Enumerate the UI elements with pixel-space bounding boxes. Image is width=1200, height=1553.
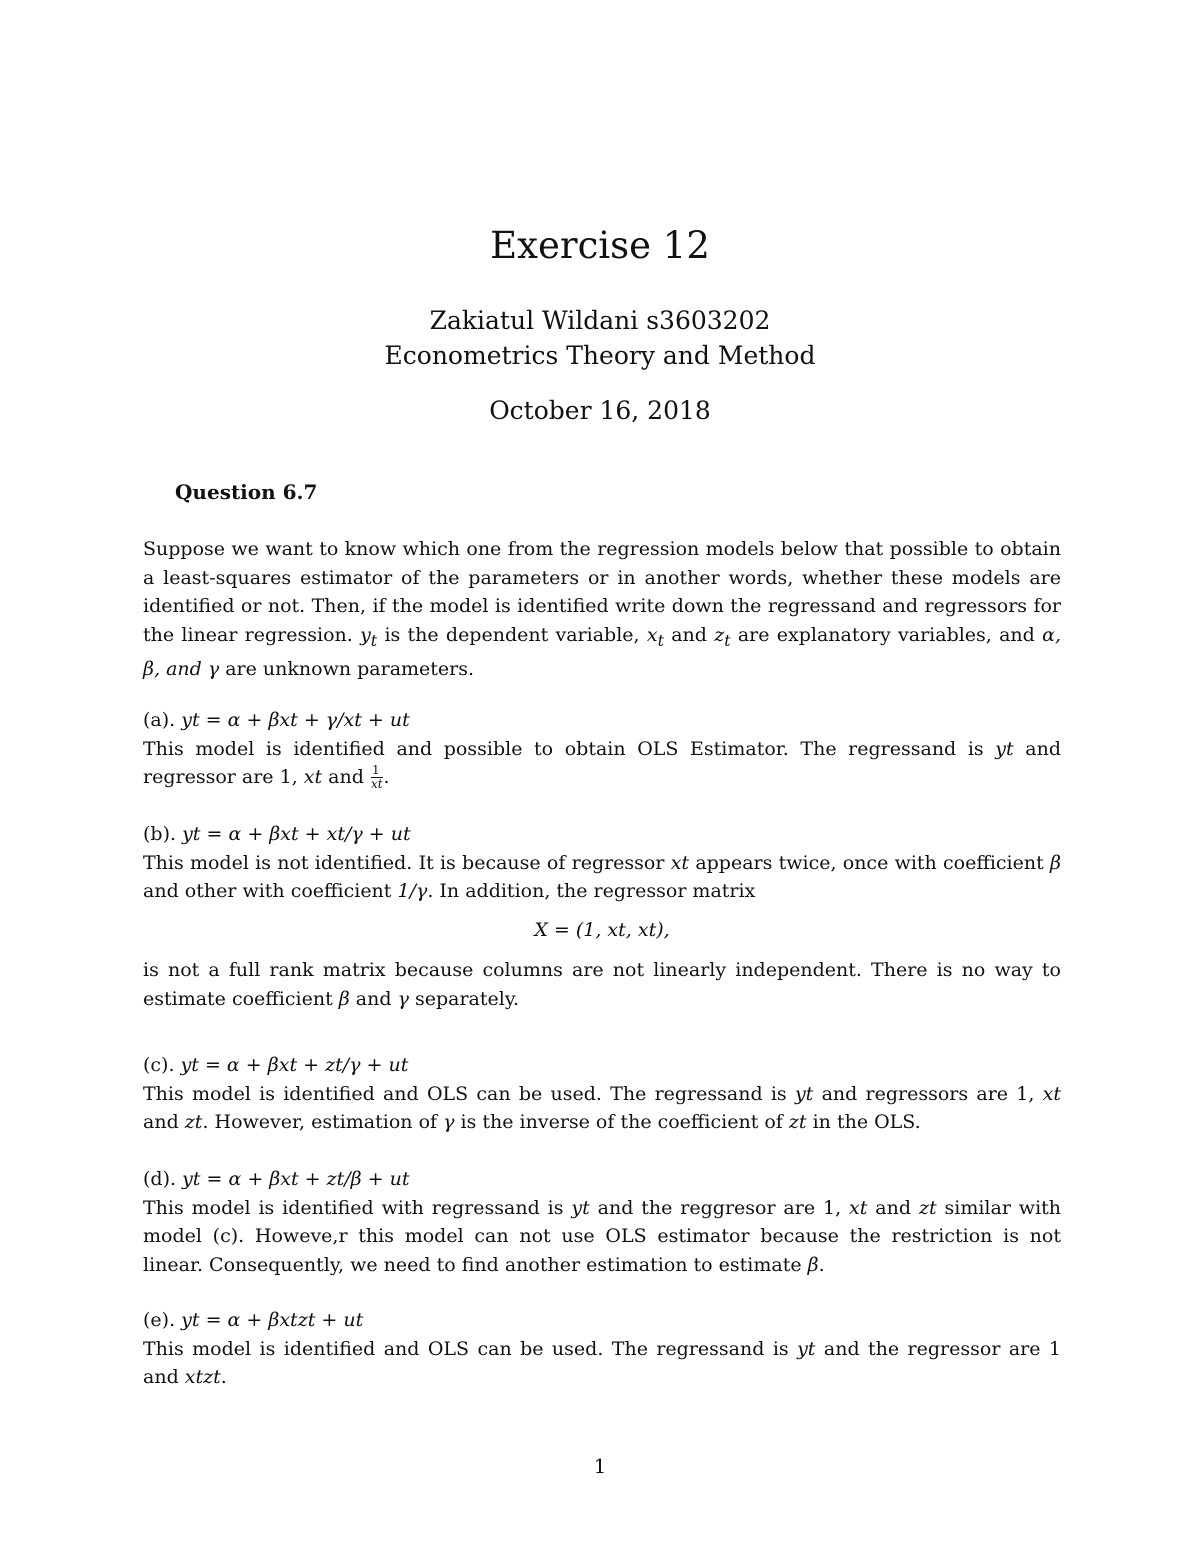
part-e-label: (e). [143, 1309, 176, 1331]
part-b-explanation: This model is not identified. It is because of regressor xt appears twice, once with coefficient β and other with coefficient 1/γ. In addition, the regressor matrix [143, 851, 1061, 902]
part-c-label: (c). [143, 1054, 175, 1076]
intro-paragraph [143, 535, 1061, 683]
part-d [143, 1165, 1061, 1279]
var-y: $y_t$ [360, 623, 378, 650]
intro-text-2: is the dependent variable, [384, 623, 640, 646]
document-title: Exercise 12 [490, 224, 710, 267]
part-d-equation-line [143, 1165, 1061, 1194]
var-z: $z_t$ [714, 623, 731, 650]
part-e-equation-line [143, 1306, 1061, 1335]
course-line: Econometrics Theory and Method [384, 341, 816, 370]
params: α, β, and γ [143, 623, 1061, 680]
author-line: Zakiatul Wildani s3603202 [429, 306, 771, 335]
part-a-label: (a). [143, 709, 176, 731]
part-b [143, 820, 1061, 1013]
page-number: 1 [593, 1454, 607, 1478]
question-heading: Question 6.7 [175, 480, 318, 504]
intro-text-3: are explanatory variables, and [737, 623, 1035, 646]
part-d-label: (d). [143, 1168, 177, 1190]
part-a-explanation: This model is identified and possible to obtain OLS Estimator. The regressand is yt and regressor are 1, xt and $\frac{1}{xt}$ . [143, 737, 1061, 792]
intro-text-1: Suppose we want to know which one from the regression models below that possible to obtain a least-squares estimator of the parameters or in another words, whether these models are identified or not. Then, if the model is identified write down the regressand and regressors for the linear regression. [143, 538, 1061, 646]
part-c [143, 1051, 1061, 1137]
part-d-explanation: This model is identified with regressand is yt and the reggresor are 1, xt and zt similar with model (c). Howeve,r this model can not use OLS estimator because the restriction is not linear. Consequently, we need to find another estimation to estimate β. [143, 1196, 1062, 1276]
part-a-equation-line [143, 706, 1061, 735]
part-d-equation: yt = α + βxt + zt/β + ut [182, 1168, 410, 1190]
part-b-label: (b). [143, 823, 177, 845]
part-b-equation: yt = α + βxt + xt/γ + ut [182, 823, 411, 845]
date-line: October 16, 2018 [489, 396, 711, 425]
var-x: $x_t$ [646, 623, 664, 650]
part-b-continuation: is not a full rank matrix because columns are not linearly independent. There is no way to estimate coefficient β and γ separately. [143, 959, 1061, 1010]
part-b-equation-line [143, 820, 1061, 849]
part-e [143, 1306, 1061, 1392]
part-a [143, 706, 1061, 792]
fraction: $\frac{1}{xt}$ [370, 763, 383, 792]
part-a-equation: yt = α + βxt + γ/xt + ut [181, 709, 410, 731]
regressor-matrix: X = (1, xt, xt), [534, 918, 670, 941]
part-e-explanation: This model is identified and OLS can be used. The regressand is yt and the regressor are 1 and xtzt. [143, 1337, 1061, 1388]
part-c-equation-line [143, 1051, 1061, 1080]
part-c-equation: yt = α + βxt + zt/γ + ut [180, 1054, 409, 1076]
intro-and: and [671, 623, 707, 646]
part-e-equation: yt = α + βxtzt + ut [181, 1309, 364, 1331]
part-c-explanation: This model is identified and OLS can be used. The regressand is yt and regressors are 1, xt and zt. However, estimation of γ is the inverse of the coefficient of zt in the OLS. [143, 1082, 1061, 1133]
intro-text-4: are unknown parameters. [225, 657, 475, 680]
